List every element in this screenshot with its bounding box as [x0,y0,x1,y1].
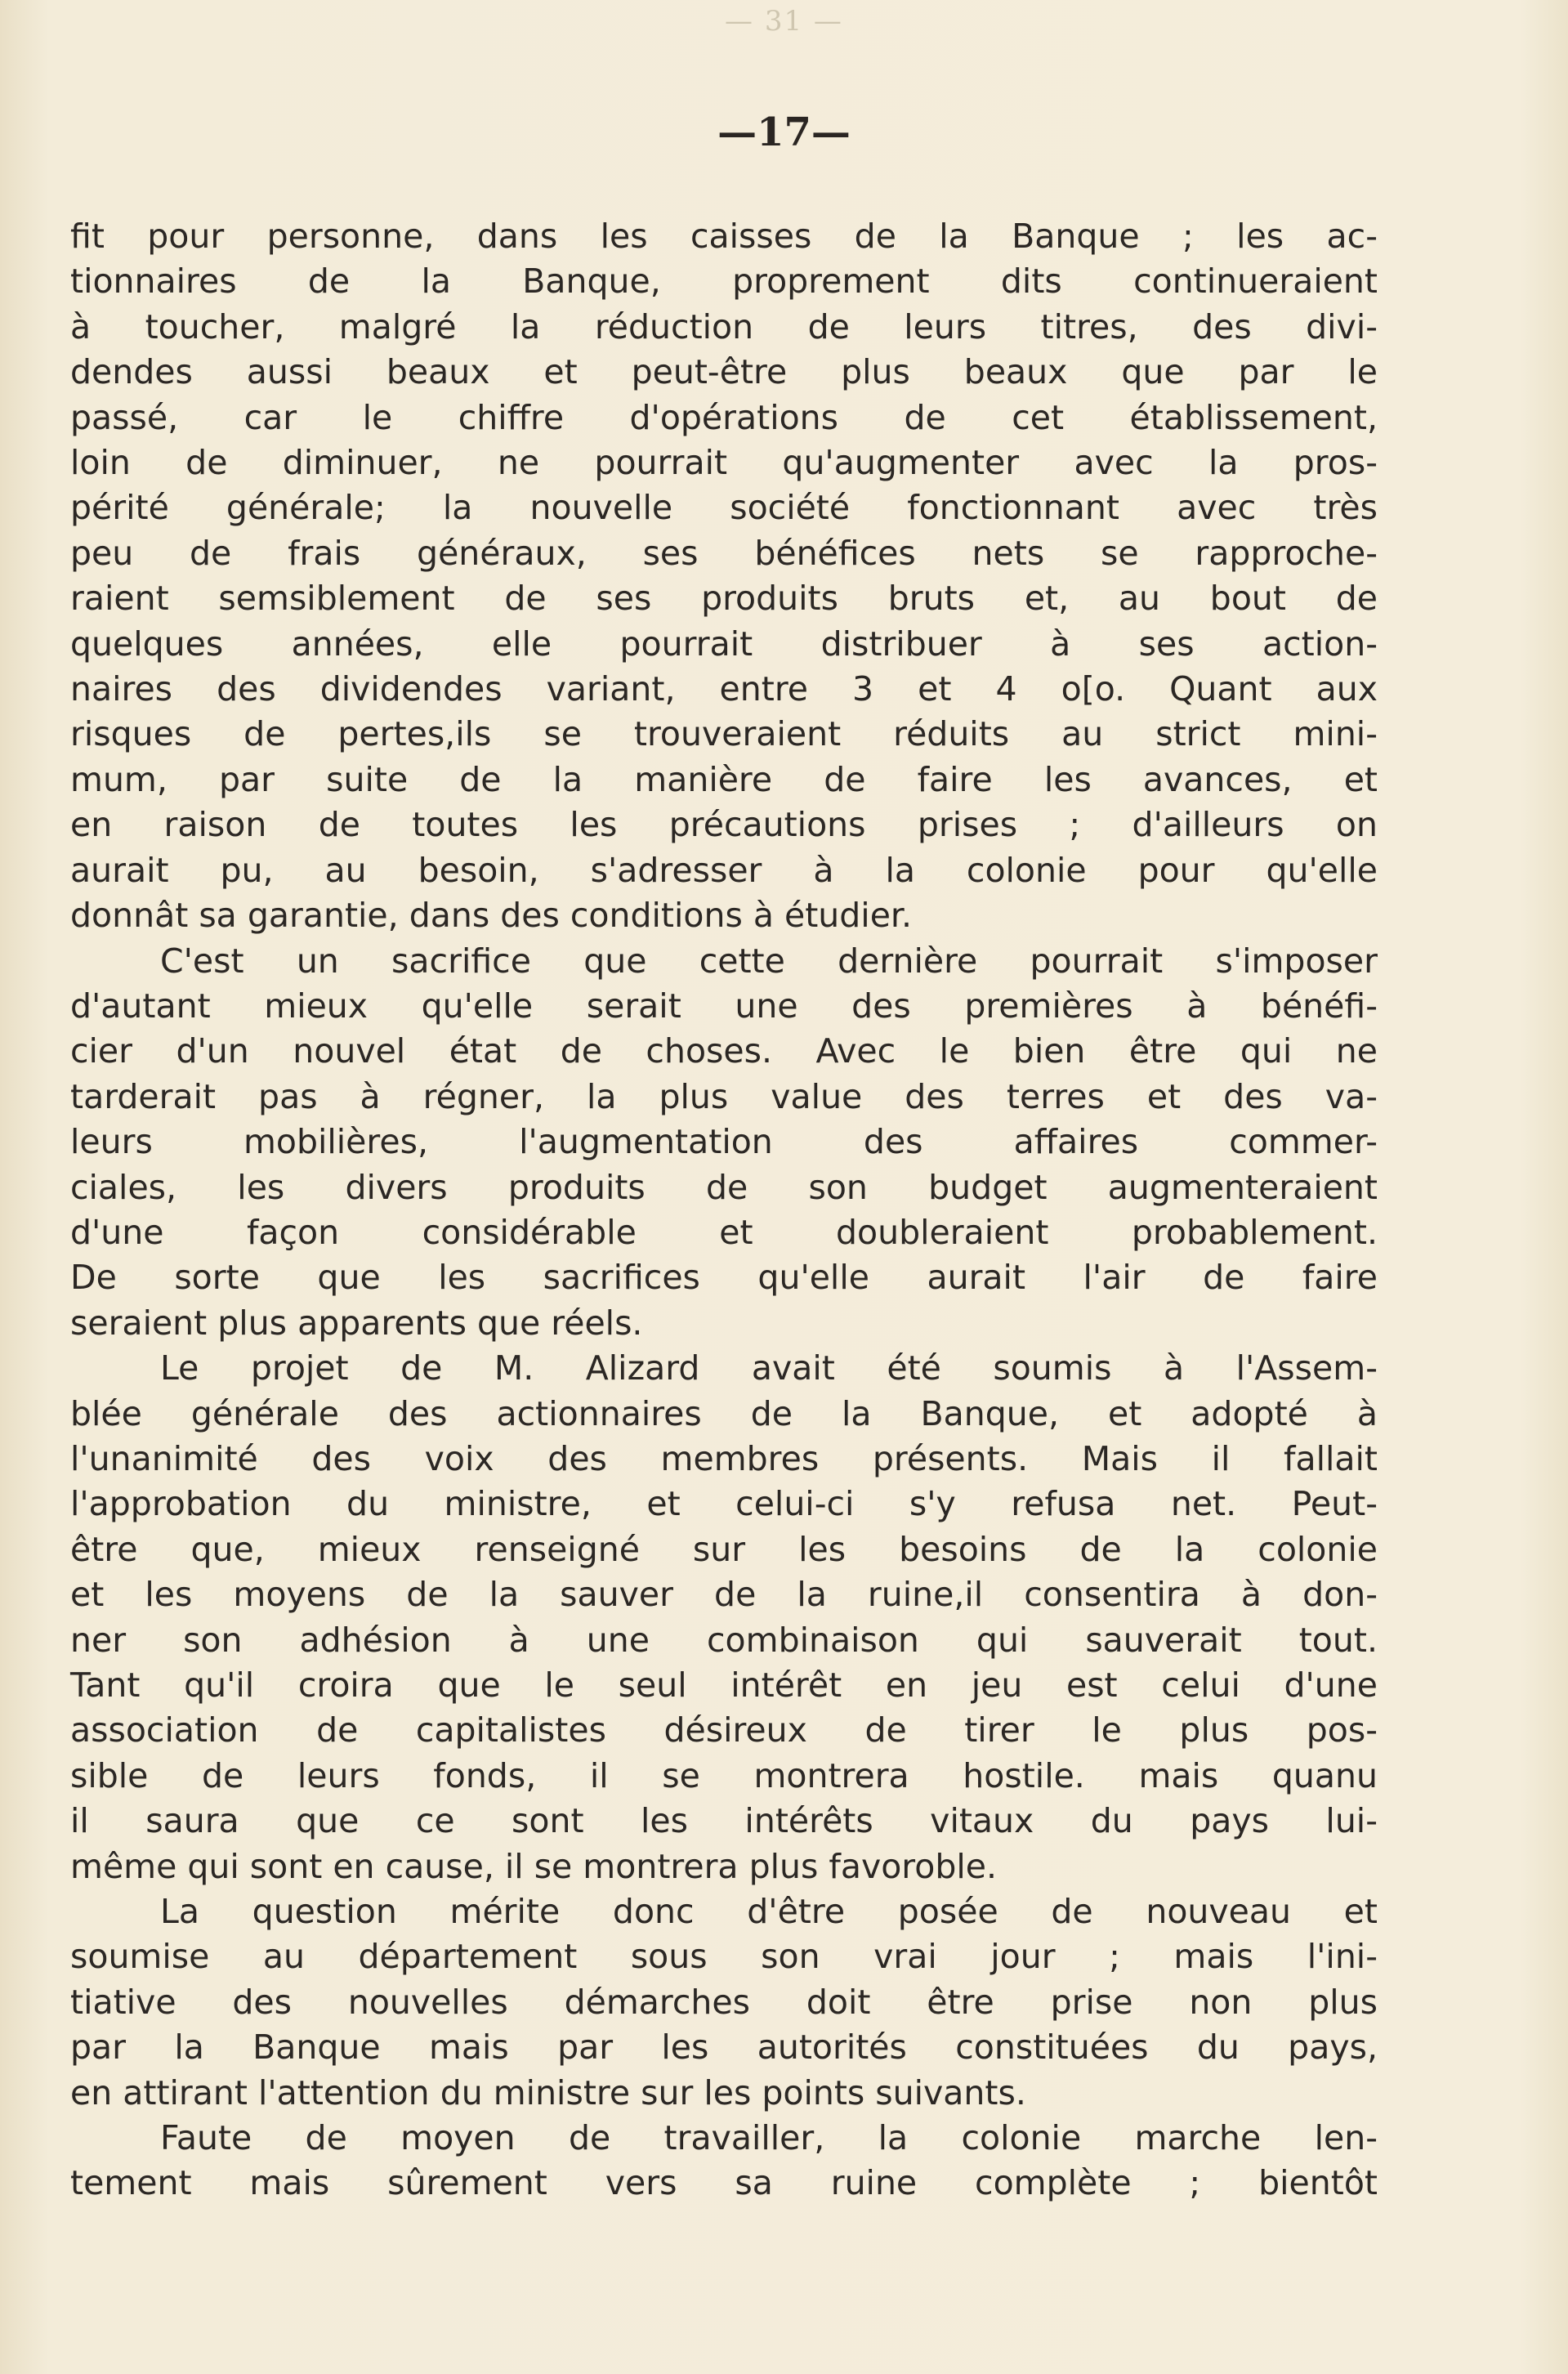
text-line: par la Banque mais par les autorités constituées du pays, [70,2028,1378,2068]
text-line: mum, par suite de la manière de faire les avances, et [70,759,1378,799]
paragraph [70,939,1378,1347]
text-line: quelques années, elle pourrait distribuer à ses action- [70,624,1378,664]
text-line: ner son adhésion à une combinaison qui sauverait tout. [70,1620,1378,1660]
text-line: d'autant mieux qu'elle serait une des premières à bénéfi- [70,986,1378,1026]
paragraph [70,1346,1378,1889]
text-line: blée générale des actionnaires de la Banque, et adopté à [70,1393,1378,1433]
body-text [70,214,1378,2206]
text-line: peu de frais généraux, ses bénéfices nets se rapproche- [70,533,1378,573]
text-line: tement mais sûrement vers sa ruine complète ; bientôt [70,2163,1378,2203]
text-line: passé, car le chiffre d'opérations de cet établissement, [70,397,1378,437]
paragraph [70,214,1378,939]
text-line: même qui sont en cause, il se montrera plus favoroble. [70,1846,998,1886]
text-line: à toucher, malgré la réduction de leurs titres, des divi- [70,306,1378,346]
text-line: périté générale; la nouvelle société fonctionnant avec très [70,488,1378,528]
paragraph [70,1889,1378,2116]
text-line: donnât sa garantie, dans des conditions à étudier. [70,896,913,936]
faint-page-mark: — 31 — [725,5,843,38]
text-line: De sorte que les sacrifices qu'elle aurait l'air de faire [70,1258,1378,1298]
text-line: et les moyens de la sauver de la ruine,il consentira à don- [70,1575,1378,1615]
page-number: —17— [717,110,851,155]
text-line: aurait pu, au besoin, s'adresser à la colonie pour qu'elle [70,850,1378,890]
text-line: tarderait pas à régner, la plus value des terres et des va- [70,1076,1378,1116]
text-line: dendes aussi beaux et peut-être plus beaux que par le [70,352,1378,392]
text-line: naires des dividendes variant, entre 3 et 4 o[o. Quant aux [70,669,1378,709]
text-line: d'une façon considérable et doubleraient probablement. [70,1212,1378,1252]
text-line: risques de pertes,ils se trouveraient réduits au strict mini- [70,714,1378,754]
text-line: Le projet de M. Alizard avait été soumis à l'Assem- [160,1348,1378,1388]
text-line: cier d'un nouvel état de choses. Avec le bien être qui ne [70,1031,1378,1071]
text-line: raient semsiblement de ses produits bruts et, au bout de [70,579,1378,619]
text-line: Tant qu'il croira que le seul intérêt en jeu est celui d'une [70,1665,1378,1705]
paragraph [70,2116,1378,2206]
text-line: l'unanimité des voix des membres présents. Mais il fallait [70,1438,1378,1478]
text-line: l'approbation du ministre, et celui-ci s'y refusa net. Peut- [70,1484,1378,1524]
text-line: Faute de moyen de travailler, la colonie marche len- [160,2118,1378,2158]
text-line: leurs mobilières, l'augmentation des affaires commer- [70,1122,1378,1162]
text-line: La question mérite donc d'être posée de nouveau et [160,1892,1378,1932]
text-line: loin de diminuer, ne pourrait qu'augmenter avec la pros- [70,443,1378,483]
text-line: en attirant l'attention du ministre sur les points suivants. [70,2072,1026,2112]
text-line: seraient plus apparents que réels. [70,1303,643,1343]
text-line: être que, mieux renseigné sur les besoins de la colonie [70,1529,1378,1569]
text-line: C'est un sacrifice que cette dernière pourrait s'imposer [160,941,1378,981]
text-line: tionnaires de la Banque, proprement dits continueraient [70,262,1378,302]
text-line: ciales, les divers produits de son budget augmenteraient [70,1167,1378,1207]
text-line: en raison de toutes les précautions prises ; d'ailleurs on [70,805,1378,845]
text-line: il saura que ce sont les intérêts vitaux du pays lui- [70,1801,1378,1841]
text-line: sible de leurs fonds, il se montrera hostile. mais quanu [70,1755,1378,1795]
text-line: tiative des nouvelles démarches doit être prise non plus [70,1982,1378,2022]
text-line: association de capitalistes désireux de tirer le plus pos- [70,1710,1378,1750]
text-line: soumise au département sous son vrai jour ; mais l'ini- [70,1937,1378,1977]
text-line: fit pour personne, dans les caisses de la Banque ; les ac- [70,217,1378,256]
